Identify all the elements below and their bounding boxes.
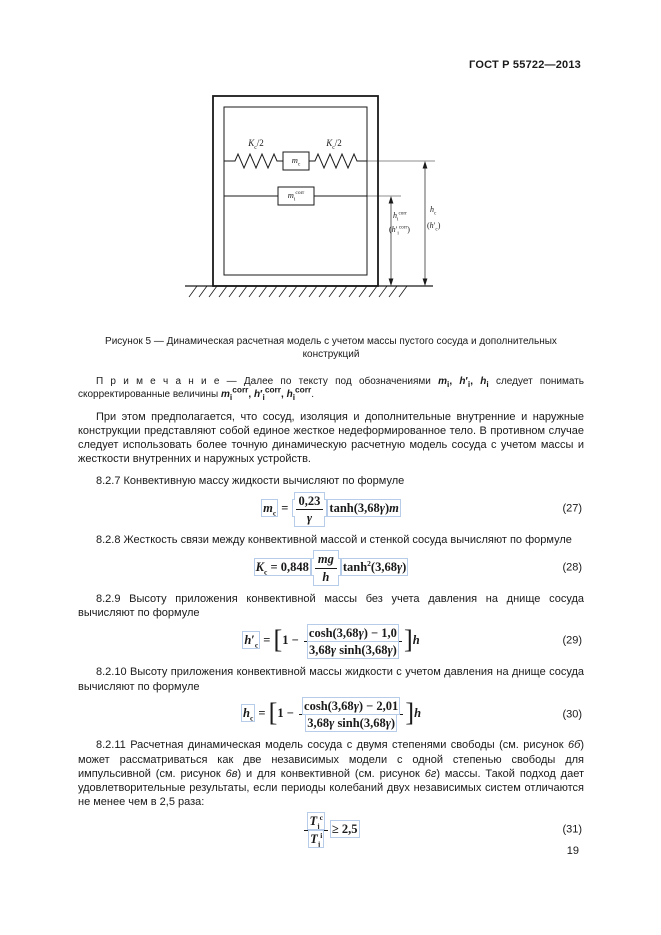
equation-number-30: (30) — [562, 708, 582, 721]
convective-height-alt-label: $(h'_c)$ — [427, 221, 441, 233]
intro-paragraph: При этом предполагается, что сосуд, изоляция и дополнительные внутренние и наружные конструкции представляют собой единое жесткое недеформированное тело. В противном случае следует использовать более точную динамическую расчетную модель сосуда с учетом массы и жесткости внутренних и наружных устройств. — [78, 410, 584, 466]
spring-left — [224, 154, 283, 168]
formula-27-body: $m_c$ = $\frac{0,23}{\gamma}$ tanh(3,68γ)m — [263, 493, 399, 525]
equation-number-31: (31) — [562, 823, 582, 836]
impulsive-mass-label: $m_i^{corr}$ — [287, 190, 305, 203]
formula-row-28 — [78, 552, 584, 584]
doc-number: ГОСТ Р 55722—2013 — [469, 59, 581, 71]
impulsive-height-alt-label: $(h'_i^{corr})$ — [389, 224, 410, 237]
convective-height-label: $h_c$ — [430, 205, 437, 217]
formula-28-body: $K_c = 0,848$ $\frac{mg}{h}$ $\tanh^2(3,68\gamma)$ — [255, 552, 407, 584]
formula-row-31 — [78, 813, 584, 849]
impulsive-height-label: $h_i^{corr}$ — [393, 210, 407, 223]
formula-row-30 — [78, 699, 584, 731]
formula-row-29 — [78, 626, 584, 658]
figure-caption: Рисунок 5 — Динамическая расчетная модель с учетом массы пустого сосуда и дополнительных конструкций — [105, 336, 557, 360]
convective-mass-label: $m_c$ — [291, 155, 301, 168]
equation-number-28: (28) — [562, 561, 582, 574]
formula-row-27 — [78, 494, 584, 526]
figure-5-diagram — [183, 93, 455, 325]
dimension-arrowheads — [389, 161, 428, 286]
equation-number-29: (29) — [562, 635, 582, 648]
formula-30-body: $h_c = [1$ − $\frac{\cosh(3,68\gamma) - 2,01}{\text{3,68γ sinh(3,68γ)}}$ ]h — [242, 698, 422, 731]
note-paragraph: П р и м е ч а н и е — Далее по тексту под обозначениями $m_i$, $h'_i$, $h_i$ следует понимать скорректированные величины $m_i^{corr}$, $h'_i^{corr}$, $h_i^{corr}$. — [78, 375, 585, 403]
vessel-model-drawing — [183, 93, 455, 325]
page-number: 19 — [566, 845, 579, 857]
formula-29-body: $h'_c = [1$ − $\frac{\cosh(3,68\gamma) - 1,0}{\text{3,68γ sinh(3,68γ)}}$ ]h — [244, 624, 420, 657]
section-8-2-8-heading: 8.2.8 Жесткость связи между конвективной массой и стенкой сосуда вычисляют по формуле — [96, 534, 572, 547]
formula-31-body: $\frac{T_j^c}{T_j^i}$ ≥ 2,5 — [302, 822, 359, 836]
spring-stiffness-left-label: $K_c/2$ — [248, 138, 264, 151]
section-8-2-9-heading: 8.2.9 Высоту приложения конвективной массы без учета давления на днище сосуда вычисляют по формуле — [78, 593, 584, 620]
equation-number-27: (27) — [562, 503, 582, 516]
ground-hatching — [189, 286, 407, 297]
spring-stiffness-right-label: $K_c/2$ — [326, 138, 342, 151]
section-8-2-10-heading: 8.2.10 Высоту приложения конвективной массы жидкости с учетом давления на днище сосуда вычисляют по формуле — [78, 666, 584, 693]
spring-right — [309, 154, 367, 168]
page-content — [78, 330, 584, 851]
section-8-2-7-heading: 8.2.7 Конвективную массу жидкости вычисляют по формуле — [96, 475, 405, 488]
section-8-2-11-heading: 8.2.11 Расчетная динамическая модель сосуда с двумя степенями свободы (см. рисунок 6б) может рассматриваться как две независимых модели с одной степенью свободы для импульсивной (см. рисунок 6в) и для конвективной (см. рисунок 6г) массы. Такой подход дает удовлетворительные результаты, если периоды колебаний двух независимых систем отличаются не менее чем в 2,5 раза: — [78, 739, 584, 809]
